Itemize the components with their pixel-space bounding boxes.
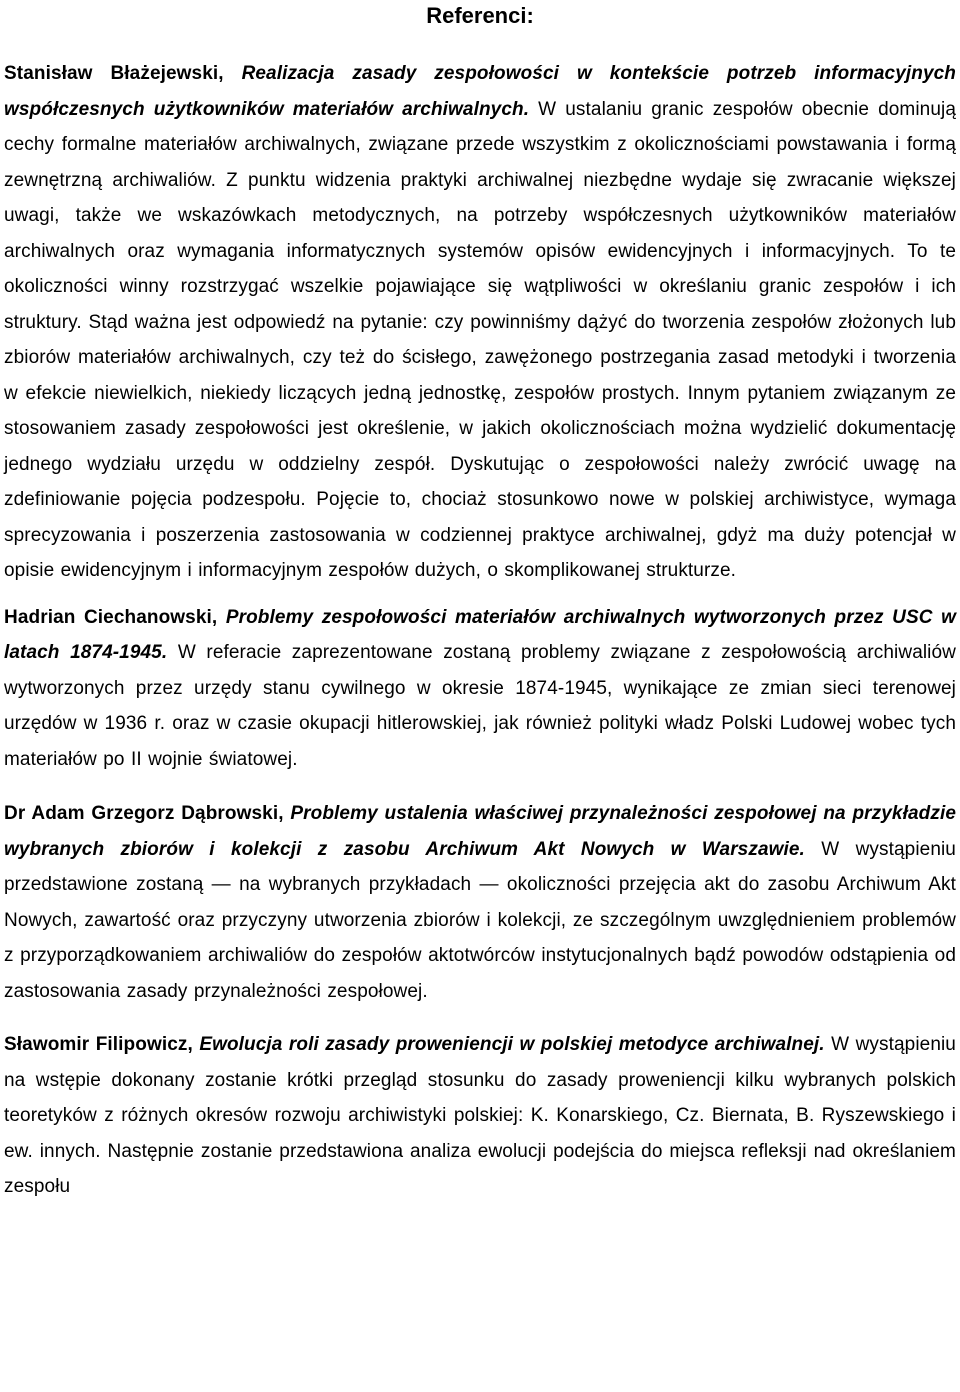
paper-title: Problemy zespołowości materiałów archiwalnych wytworzonych przez USC w latach 1874-1945. — [4, 606, 956, 663]
page-heading: Referenci: — [426, 3, 534, 28]
abstract-text: W wystąpieniu na wstępie dokonany zostanie krótki przegląd stosunku do zasady proweniencji kilku wybranych polskich teoretyków z różnych okresów rozwoju archiwistyki polskiej: K. Konarskiego, Cz. Biernata, B. Ryszewskiego i ew. innych. Następnie zostanie przedstawiona analiza ewolucji podejścia do miejsca refleksji nad określaniem zespołu — [4, 1034, 956, 1197]
abstract-text: W ustalaniu granic zespołów obecnie dominują cechy formalne materiałów archiwalnych, związane przede wszystkim z okolicznościami powstawania i formą zewnętrzną archiwaliów. Z punktu widzenia praktyki archiwalnej niezbędne wydaje się zwracanie większej uwagi, także we wskazówkach metodycznych, na potrzeby współczesnych użytkowników materiałów archiwalnych oraz wymagania informatycznych systemów opisów ewidencyjnych i informacyjnych. To te okoliczności winny rozstrzygać wszelkie pojawiające się wątpliwości w określaniu granic zespołów i ich struktury. Stąd ważna jest odpowiedź na pytanie: czy powinniśmy dążyć do tworzenia zespołów złożonych lub zbiorów materiałów archiwalnych, czy też do ścisłego, zawężonego postrzegania zasad metodyki i tworzenia w efekcie niewielkich, niekiedy liczących jedną jednostkę, zespołów prostych. Innym pytaniem związanym ze stosowaniem zasady zespołowości jest określenie, w jakich okolicznościach można wydzielić dokumentację jednego wydziału urzędu w oddzielny zespół. Dyskutując o zespołowości należy zwrócić uwagę na zdefiniowanie pojęcia podzespołu. Pojęcie to, chociaż stosunkowo nowe w polskiej archiwistyce, wymaga sprecyzowania i poszerzenia zastosowania w codziennej praktyce archiwalnej, gdyż ma duży potencjał w opisie ewidencyjnym i informacyjnym zespołów dużych, o skomplikowanej strukturze. — [4, 98, 957, 581]
abstract-entry — [4, 1027, 956, 1205]
paper-title: Realizacja zasady zespołowości w kontekście potrzeb informacyjnych współczesnych użytkowników materiałów archiwalnych. — [4, 63, 956, 120]
document-page — [4, 0, 956, 1205]
abstract-text: W wystąpieniu przedstawione zostaną — na wybranych przykładach — okoliczności przejęcia akt do zasobu Archiwum Akt Nowych, zawartość oraz przyczyny utworzenia zbiorów i kolekcji, ze szczególnym uwzględnieniem problemów z przyporządkowaniem archiwaliów do zespołów aktotwórców instytucjonalnych bądź powodów odstąpienia od zastosowania zasady przynależności zespołowej. — [4, 838, 956, 1002]
author-name: Stanisław Błażejewski, — [4, 63, 224, 84]
paper-title: Ewolucja roli zasady proweniencji w polskiej metodyce archiwalnej. — [199, 1034, 825, 1055]
abstract-text: W referacie zaprezentowane zostaną problemy związane z zespołowością archiwaliów wytworzonych przez urzędy stanu cywilnego w okresie 1874-1945, wynikające ze zmian sieci terenowej urzędów w 1936 r. oraz w czasie okupacji hitlerowskiej, jak również polityki władz Polski Ludowej wobec tych materiałów po II wojnie światowej. — [4, 642, 956, 770]
abstract-entry — [4, 796, 956, 1009]
abstract-entry — [4, 56, 956, 589]
author-name: Dr Adam Grzegorz Dąbrowski, — [4, 803, 284, 824]
author-name: Hadrian Ciechanowski, — [4, 606, 218, 628]
author-name: Sławomir Filipowicz, — [4, 1034, 193, 1055]
paper-title: Problemy ustalenia właściwej przynależności zespołowej na przykładzie wybranych zbiorów i kolekcji z zasobu Archiwum Akt Nowych w Warszawie. — [4, 803, 956, 860]
abstract-entry — [4, 600, 956, 778]
